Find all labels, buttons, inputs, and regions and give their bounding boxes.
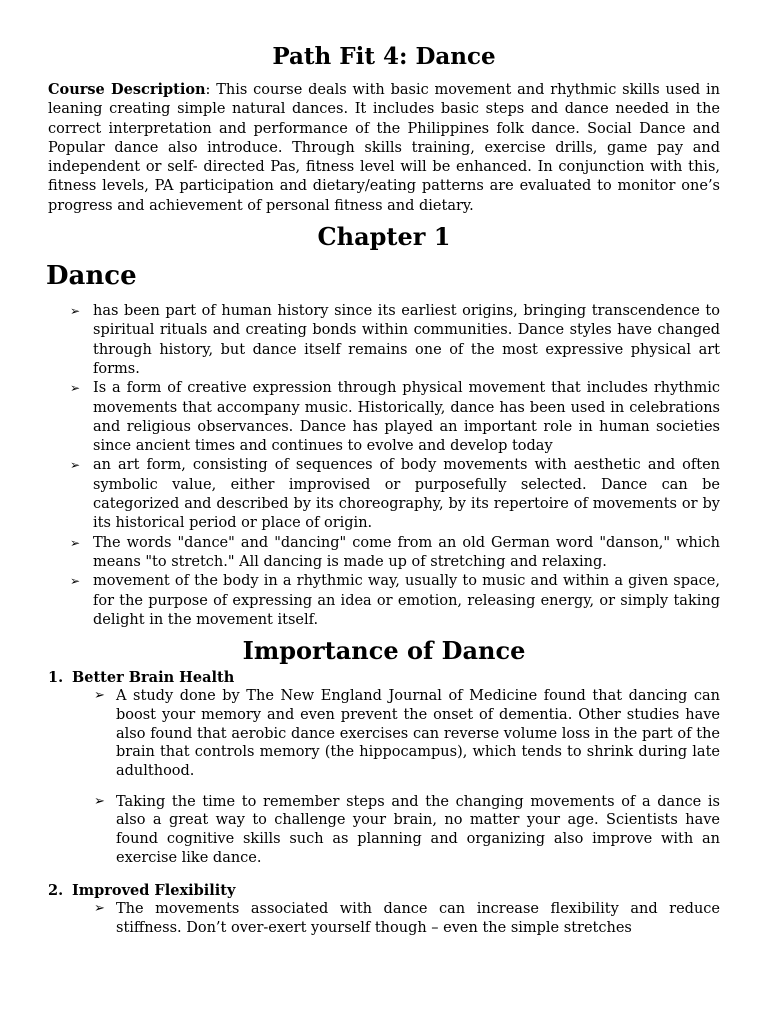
- section-number: 1.: [48, 669, 64, 687]
- arrowhead-bullet-icon: ➢: [94, 793, 105, 809]
- list-item: ➢ an art form, consisting of sequences of body movements with aesthetic and often symbolic value, either improvised or purposefully selected. Dance can be categorized and described by its choreography, by its repertoire of movements or by its historical period or place of origin.: [70, 457, 720, 532]
- dance-heading: Dance: [46, 261, 137, 292]
- arrowhead-bullet-icon: ➢: [94, 901, 105, 917]
- arrowhead-bullet-icon: ➢: [70, 304, 81, 319]
- course-description-text: : This course deals with basic movement and rhythmic skills used in leaning creating simple natural dances. It includes basic steps and dance needed in the correct interpretation and performance of the Philippines folk dance. Social Dance and Popular dance also introduce. Through skills training, exercise drills, game pay and independent or self- directed Pas, fitness level will be enhanced. In conjunction with this, fitness levels, PA participation and dietary/eating patterns are evaluated to monitor one’s progress and achievement of personal fitness and dietary.: [48, 82, 721, 214]
- section-number: 2.: [48, 882, 64, 900]
- list-item: ➢ The movements associated with dance can increase flexibility and reduce stiffness. Don’t over-exert yourself though – even the simple stretches: [94, 901, 720, 937]
- arrowhead-bullet-icon: ➢: [94, 688, 105, 704]
- arrowhead-bullet-icon: ➢: [70, 574, 81, 589]
- course-description-label: Course Description: [48, 81, 206, 98]
- section-heading: [48, 881, 720, 900]
- list-item: ➢ has been part of human history since its earliest origins, bringing transcendence to spiritual rituals and creating bonds within communities. Dance styles have changed through history, but dance itself remains one of the most expressive physical art forms.: [70, 303, 720, 377]
- arrowhead-bullet-icon: ➢: [70, 458, 81, 473]
- arrowhead-bullet-icon: ➢: [70, 535, 81, 550]
- section-better-brain-health: [48, 668, 720, 867]
- course-description: [48, 80, 720, 216]
- list-item: ➢ Is a form of creative expression through physical movement that includes rhythmic movements that accompany music. Historically, dance has been used in celebrations and religious observances. Dance has played an important role in human societies since ancient times and continues to evolve and develop today: [70, 380, 720, 455]
- arrowhead-bullet-icon: ➢: [70, 381, 81, 396]
- section-title: Improved Flexibility: [72, 882, 236, 900]
- dance-definition-list: [48, 302, 720, 630]
- section-title: Better Brain Health: [72, 669, 235, 687]
- section-improved-flexibility: [48, 881, 720, 937]
- importance-heading: Importance of Dance: [242, 636, 526, 666]
- document-title: Path Fit 4: Dance: [272, 43, 496, 70]
- chapter-heading: Chapter 1: [317, 222, 451, 252]
- list-item: ➢ The words "dance" and "dancing" come from an old German word "danson," which means "to stretch." All dancing is made up of stretching and relaxing.: [70, 534, 720, 570]
- list-item: ➢ movement of the body in a rhythmic way, usually to music and within a given space, for the purpose of expressing an idea or emotion, releasing energy, or simply taking delight in the movement itself.: [70, 573, 720, 628]
- list-item: ➢ A study done by The New England Journal of Medicine found that dancing can boost your memory and even prevent the onset of dementia. Other studies have also found that aerobic dance exercises can reverse volume loss in the part of the brain that controls memory (the hippocampus), which tends to shrink during late adulthood.: [94, 688, 720, 779]
- section-heading: [48, 668, 720, 687]
- section-list: [48, 687, 720, 867]
- list-item: ➢ Taking the time to remember steps and the changing movements of a dance is also a great way to challenge your brain, no matter your age. Scientists have found cognitive skills such as planning and organizing also improve with an exercise like dance.: [94, 793, 720, 866]
- section-list: [48, 900, 720, 937]
